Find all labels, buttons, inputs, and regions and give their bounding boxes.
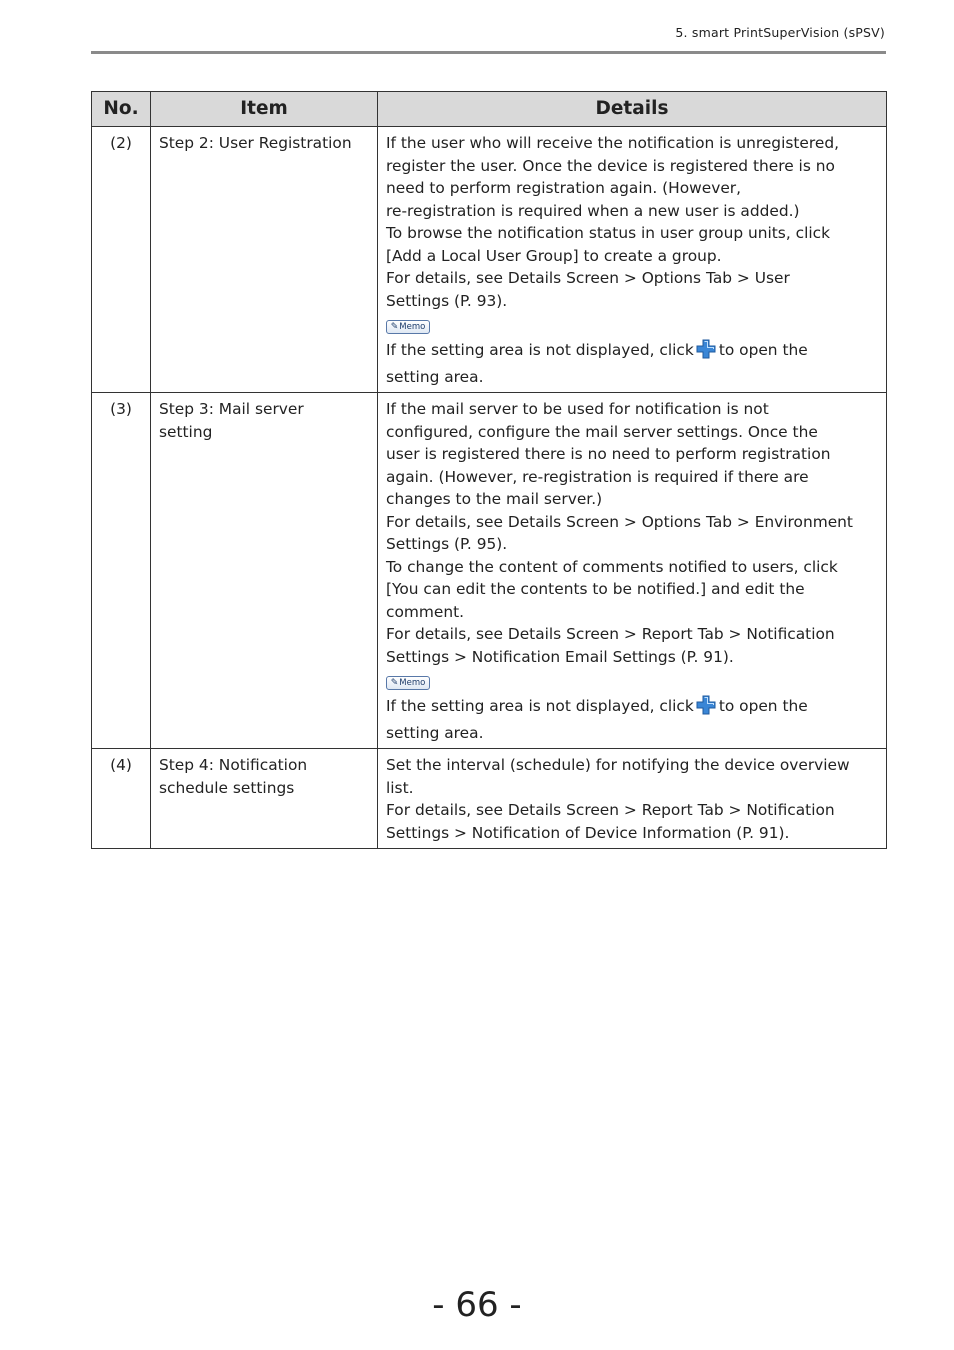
details-line: list. <box>386 778 414 797</box>
details-line: To change the content of comments notified to users, click <box>386 557 838 576</box>
plus-expand-icon <box>696 339 716 366</box>
memo-badge <box>386 320 430 334</box>
row-item: Step 2: User Registration <box>151 127 378 393</box>
details-line: For details, see Details Screen > Report Tab > Notification <box>386 801 835 819</box>
details-line: Settings > Notification Email Settings (P. 91). <box>386 647 734 666</box>
row-item <box>151 749 378 849</box>
details-line: comment. <box>386 602 465 621</box>
page-number: - 66 - <box>432 1285 522 1325</box>
details-line: [You can edit the contents to be notified.] and edit the <box>386 580 805 598</box>
memo-text-end: setting area. <box>386 723 484 742</box>
item-line: schedule settings <box>159 778 295 797</box>
details-line: configured, configure the mail server settings. Once the <box>386 422 818 441</box>
details-line: For details, see Details Screen > Options Tab > User <box>386 269 790 287</box>
memo-text-before: If the setting area is not displayed, click <box>386 341 694 359</box>
details-line: For details, see Details Screen > Report Tab > Notification <box>386 625 835 643</box>
memo-text <box>386 695 882 722</box>
memo-text-after: to open the <box>718 697 808 715</box>
table-row <box>92 749 887 849</box>
memo-text-after: to open the <box>718 341 808 359</box>
details-line: If the mail server to be used for notification is not <box>386 400 769 418</box>
item-line: Step 4: Notification <box>159 756 308 774</box>
details-line: re-registration is required when a new user is added.) <box>386 201 800 220</box>
memo-text-before: If the setting area is not displayed, click <box>386 697 694 715</box>
details-line: To browse the notification status in user group units, click <box>386 224 830 242</box>
details-line: For details, see Details Screen > Options Tab > Environment <box>386 512 853 531</box>
memo-label: Memo <box>399 322 426 332</box>
details-line: register the user. Once the device is registered there is no <box>386 156 835 175</box>
details-line: user is registered there is no need to perform registration <box>386 445 831 463</box>
memo-text-end: setting area. <box>386 367 484 386</box>
plus-expand-icon <box>696 695 716 722</box>
row-number: (4) <box>92 749 151 849</box>
header-rule <box>91 51 886 54</box>
details-line: If the user who will receive the notification is unregistered, <box>386 134 839 152</box>
details-line: [Add a Local User Group] to create a group. <box>386 246 722 265</box>
item-line: setting <box>159 422 213 441</box>
memo-text <box>386 339 882 366</box>
table-row <box>92 393 887 749</box>
item-line: Step 3: Mail server <box>159 400 304 418</box>
row-details <box>378 749 887 849</box>
table-row <box>92 127 887 393</box>
details-line: again. (However, re-registration is required if there are <box>386 467 809 486</box>
memo-label: Memo <box>399 678 426 688</box>
details-line: Set the interval (schedule) for notifying the device overview <box>386 756 850 774</box>
memo-badge <box>386 676 430 690</box>
details-line: changes to the mail server.) <box>386 490 603 508</box>
row-details <box>378 393 887 749</box>
row-details <box>378 127 887 393</box>
details-line: need to perform registration again. (However, <box>386 179 742 197</box>
details-line: Settings > Notification of Device Information (P. 91). <box>386 823 790 842</box>
column-header-no: No. <box>92 92 151 127</box>
details-line: Settings (P. 95). <box>386 535 508 553</box>
column-header-details: Details <box>378 92 887 127</box>
pencil-icon: ✎ <box>390 678 399 688</box>
row-number: (3) <box>92 393 151 749</box>
table-header-row <box>92 92 887 127</box>
running-header: 5. smart PrintSuperVision (sPSV) <box>675 25 885 40</box>
details-line: Settings (P. 93). <box>386 291 508 310</box>
settings-table <box>91 91 887 849</box>
column-header-item: Item <box>151 92 378 127</box>
row-number: (2) <box>92 127 151 393</box>
pencil-icon: ✎ <box>390 322 399 332</box>
row-item <box>151 393 378 749</box>
